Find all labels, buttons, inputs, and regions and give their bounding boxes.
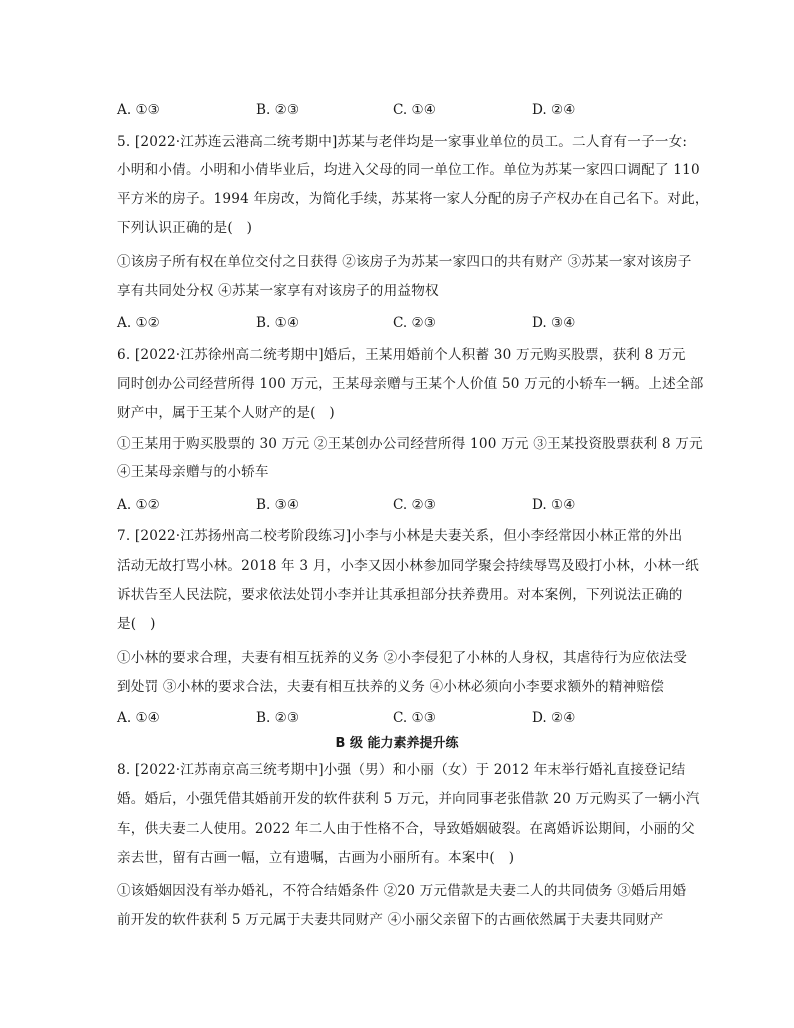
q5-option-a: A. ①② (117, 315, 160, 331)
q7-stem-line-2: 活动无故打骂小林。2018 年 3 月，小李又因小林参加同学聚会持续辱骂及殴打小林，小林一纸 (117, 558, 699, 574)
q7-statement-line-2: 到处罚 ③小林的要求合法，夫妻有相互扶养的义务 ④小林必须向小李要求额外的精神赔偿 (117, 679, 664, 695)
q6-statement-line-1: ①王某用于购买股票的 30 万元 ②王某创办公司经营所得 100 万元 ③王某投资股票获利 8 万元 (117, 436, 703, 452)
q8-statement-line-2: 前开发的软件获利 5 万元属于夫妻共同财产 ④小丽父亲留下的古画依然属于夫妻共同财产 (117, 912, 664, 928)
q5-stem-line-3: 平方米的房子。1994 年房改，为简化手续，苏某将一家人分配的房子产权办在自己名下。对此， (117, 191, 709, 207)
q5-stem-line-2: 小明和小倩。小明和小倩毕业后，均进入父母的同一单位工作。单位为苏某一家四口调配了 110 (117, 162, 700, 178)
q6-option-c: C. ②③ (393, 497, 436, 513)
q7-option-d: D. ②④ (532, 710, 576, 726)
q6-option-a: A. ①② (117, 497, 160, 513)
q6-stem-line-2: 同时创办公司经营所得 100 万元，王某母亲赠与王某个人价值 50 万元的小轿车一辆。上述全部 (117, 376, 704, 392)
q6-stem-line-3: 财产中，属于王某个人财产的是( ) (117, 405, 335, 421)
q4-option-b: B. ②③ (256, 102, 300, 118)
q5-statement-line-2: 享有共同处分权 ④苏某一家享有对该房子的用益物权 (117, 283, 439, 299)
q8-stem-line-4: 亲去世，留有古画一幅，立有遗嘱，古画为小丽所有。本案中( ) (117, 850, 515, 866)
q7-stem-line-1: 7. [2022·江苏扬州高二校考阶段练习]小李与小林是夫妻关系，但小李经常因小林正常的外出 (117, 528, 683, 544)
section-heading: B 级 能力素养提升练 (335, 736, 459, 751)
q8-stem-line-3: 车，供夫妻二人使用。2022 年二人由于性格不合，导致婚姻破裂。在离婚诉讼期间，小丽的父 (117, 821, 695, 837)
q5-statement-line-1: ①该房子所有权在单位交付之日获得 ②该房子为苏某一家四口的共有财产 ③苏某一家对该房子 (117, 254, 692, 270)
q5-stem-line-1: 5. [2022·江苏连云港高二统考期中]苏某与老伴均是一家事业单位的员工。二人育有一子一女: (117, 134, 688, 150)
q7-stem-line-4: 是( ) (117, 616, 156, 632)
q7-option-a: A. ①④ (117, 710, 160, 726)
q6-option-d: D. ①④ (532, 497, 576, 513)
q5-stem-line-4: 下列认识正确的是( ) (117, 220, 253, 236)
q6-stem-line-1: 6. [2022·江苏徐州高二统考期中]婚后，王某用婚前个人积蓄 30 万元购买股票，获利 8 万元 (117, 347, 686, 363)
q6-statement-line-2: ④王某母亲赠与的小轿车 (117, 464, 269, 480)
q8-statement-line-1: ①该婚姻因没有举办婚礼，不符合结婚条件 ②20 万元借款是夫妻二人的共同债务 ③婚后用婚 (117, 883, 687, 899)
q4-option-a: A. ①③ (117, 102, 160, 118)
q7-option-c: C. ①③ (393, 710, 436, 726)
q4-option-d: D. ②④ (532, 102, 576, 118)
q7-option-b: B. ②③ (256, 710, 300, 726)
q8-stem-line-1: 8. [2022·江苏南京高三统考期中]小强（男）和小丽（女）于 2012 年末举行婚礼直接登记结 (117, 762, 686, 778)
q5-option-d: D. ③④ (532, 315, 576, 331)
q5-option-c: C. ②③ (393, 315, 436, 331)
q6-option-b: B. ③④ (256, 497, 300, 513)
q5-option-b: B. ①④ (256, 315, 300, 331)
q7-statement-line-1: ①小林的要求合理，夫妻有相互抚养的义务 ②小李侵犯了小林的人身权，其虐待行为应依法受 (117, 650, 688, 666)
q4-option-c: C. ①④ (393, 102, 436, 118)
q7-stem-line-3: 诉状告至人民法院，要求依法处罚小李并让其承担部分扶养费用。对本案例，下列说法正确的 (117, 587, 683, 603)
q8-stem-line-2: 婚。婚后，小强凭借其婚前开发的软件获利 5 万元，并向同事老张借款 20 万元购买了一辆小汽 (117, 791, 700, 807)
